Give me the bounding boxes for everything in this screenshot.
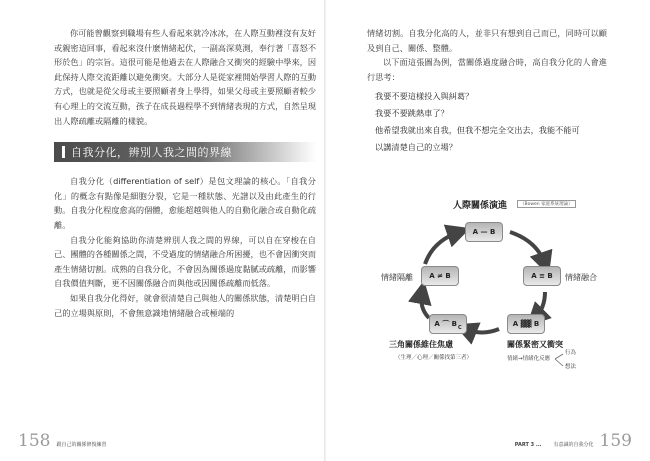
- node-bottom-left: [429, 314, 467, 334]
- node-top: A — B: [465, 222, 503, 242]
- label-branch-thought: 想法: [565, 364, 577, 370]
- section-heading: [54, 142, 316, 162]
- label-emotional-cutoff: 情緒隔離: [381, 273, 413, 282]
- quote-line: 他希望我就出來自我，但我不想完全交出去，我能不能可: [375, 125, 580, 136]
- arrow-top-right: [510, 232, 545, 264]
- diagram-note: （Bowen 家庭系統理論）: [517, 200, 576, 208]
- footer-right: [509, 431, 632, 451]
- page-number-right: 159: [599, 431, 632, 451]
- footer-left: [18, 431, 112, 451]
- node-right: A ≡ B: [523, 266, 561, 286]
- node-bottom-left-sub: C: [457, 325, 462, 331]
- label-conflict-sub: 情緒→情緒化反應: [507, 356, 551, 362]
- right-paragraph-1: 情緒切割。自我分化高的人，並非只有想到自己而已，同時可以顧及到自己、關係、整體。: [367, 28, 607, 53]
- quote-line: 我要不要這樣投入與糾葛？: [375, 91, 474, 102]
- footer-right-text: 有意識的自我分化: [553, 442, 594, 448]
- quote-line: 以講清楚自己的立場？: [375, 142, 457, 153]
- node-bottom-left-text: A ⌒ B: [434, 320, 457, 328]
- page-gutter: [324, 0, 326, 461]
- right-page: [367, 26, 607, 162]
- right-paragraph-2: 以下面這張圖為例，當關係過度融合時，高自我分化的人會進行思考：: [367, 57, 607, 82]
- heading-bar-icon: [62, 146, 65, 158]
- footer-right-part: [515, 442, 542, 448]
- branch-arrow-2: [555, 359, 563, 366]
- node-bottom-right: A ▓▓ B: [507, 314, 545, 334]
- left-page: [54, 26, 316, 320]
- diagram-title: 人際關係演進: [453, 201, 508, 211]
- arrow-bottom-left: [465, 329, 499, 333]
- left-paragraph-2: 自我分化（differentiation of self）是包文理論的核心。「自我分化」的概念有點像是細胞分裂，它是一種狀態、光譜以及由此產生的行動。自我分化程度愈高的個體，愈能超越與他人的自動化融合或自動化疏離。: [54, 176, 317, 230]
- footer-part-label: PART 3 ...: [514, 442, 542, 448]
- footer-left-text: 跟自己的關係修復練習: [56, 442, 107, 448]
- label-triangle: 三角關係維住焦慮: [389, 340, 453, 349]
- page-number-left: 158: [18, 431, 51, 451]
- quote-line: 我要不要跳熱車了？: [375, 108, 449, 119]
- arrow-left-top: [425, 232, 459, 264]
- branch-arrow-1: [555, 354, 563, 359]
- left-paragraph-3: 自我分化能夠協助你清楚辨別人我之間的界線，可以自在穿梭在自己、團體的各種關係之間，不受過度的情緒融合所困擾，也不會因衝突而產生情緒切割。成熟的自我分化，不會因為關係過度黏膩或疏離，而影響自我價值判斷，更不因關係融合而與他或因關係疏離而低落。: [54, 234, 317, 289]
- label-branch-behavior: 行為: [565, 350, 577, 356]
- section-heading-text: 自我分化，辨別人我之間的界線: [71, 146, 232, 160]
- arrow-left-up: [421, 292, 429, 318]
- label-triangle-sub: （生理／心理／關係找第三者）: [395, 355, 473, 361]
- left-paragraph-4: 如果自我分化得好，就會很清楚自己與他人的關係狀態，清楚明白自己的立場與原則，不會無意識地情緒融合或極端的: [54, 292, 316, 318]
- label-emotional-fusion: 情緒融合: [565, 273, 597, 282]
- relationship-diagram: [367, 196, 607, 386]
- left-paragraph-1: 你可能曾觀察到職場有些人看起來就冷冰冰，在人際互動裡沒有友好或親密這回事，看起來沒什麼情緒起伏，一副高深莫測，奉行著「喜怒不形於色」的宗旨。這很可能是他過去在人際融合又衝突的經驗中學來，因此保持人際交流距離以避免衝突。大部分人是從家裡開始學習人際的互動方式，也就是從父母或主要照顧者身上學得，如果父母或主要照顧者較少有心理上的交流互動，孩子在成長過程學不到情緒表現的方式，自然呈現出人際疏離或隔離的樣貌。: [54, 28, 317, 126]
- label-close-conflict: 關係緊密又衝突: [507, 340, 563, 349]
- quote-block: [375, 88, 607, 156]
- node-left: A ≠ B: [421, 266, 459, 286]
